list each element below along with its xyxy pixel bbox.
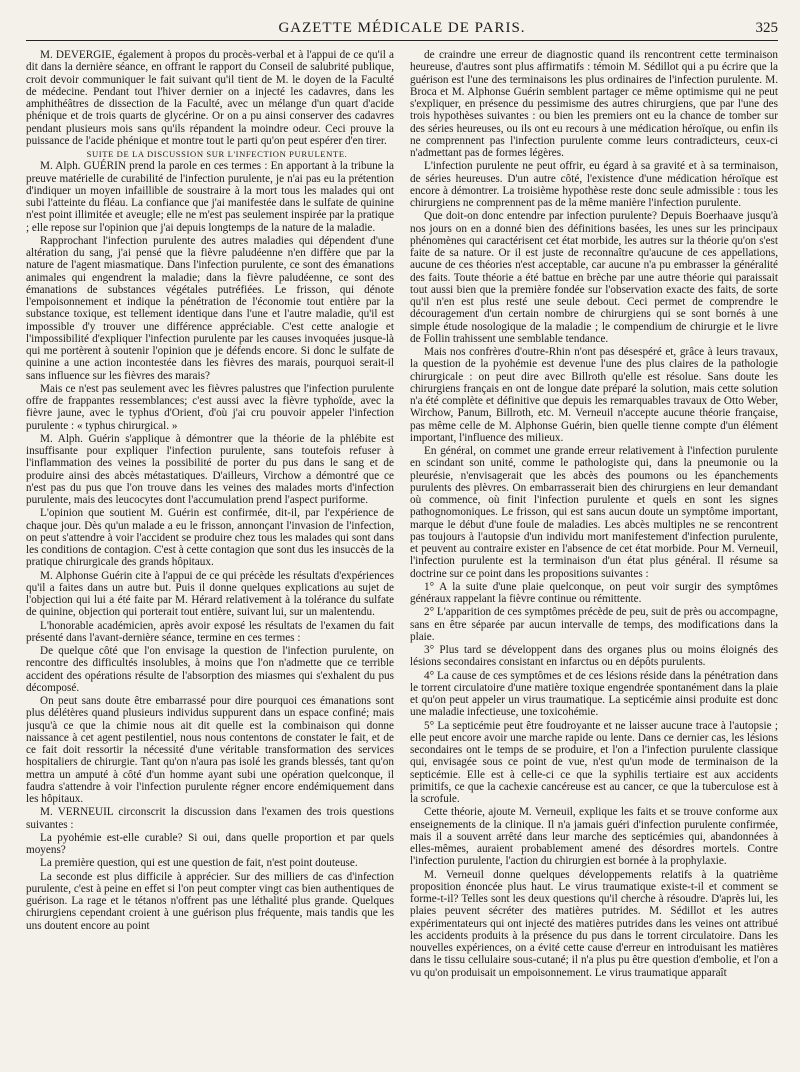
paragraph: De quelque côté que l'on envisage la question de l'infection purulente, on rencontre des difficultés insolubles, à moins que l'on n'admette que ce terrible accident des opérations résulte de l'absorption des miasmes qui s'exhalent du pus décomposé. xyxy=(26,645,394,694)
two-column-body xyxy=(26,49,778,979)
paragraph: Que doit-on donc entendre par infection purulente? Depuis Boerhaave jusqu'à nos jours on en a donné bien des définitions basées, les unes sur les principaux phénomènes qui caractérisent cet état morbide, les autres sur la théorie qu'on s'est faite de sa nature. Or il est juste de reconnaître qu'aucune de ces appellations, aucune de ces théories n'est acceptable, car aucune n'a pu embrasser la généralité des faits. Toute théorie a été battue en brèche par une autre théorie qui paraissait tout aussi bien que la première fondée sur l'observation exacte des faits, de sorte qu'il n'en est plus resté une seule debout. Ceci permet de comprendre le découragement d'un certain nombre de chirurgiens qui se sont bornés à une simple étude nosologique de la maladie ; le compendium de chirurgie et le livre de Follin trahissent une semblable tendance. xyxy=(410,210,778,345)
right-paragraphs xyxy=(410,49,778,979)
paragraph: M. Verneuil donne quelques développements relatifs à la quatrième proposition énoncée plus haut. Le virus traumatique existe-t-il et comment se forme-t-il? Telles sont les deux questions qu'il cherche à résoudre. D'après lui, les plaies peuvent sécréter des matières putrides. M. Sédillot et les autres expérimentateurs qui ont injecté des matières putrides dans les veines ont attribué les accidents produits à la présence du pus dans le torrent circulatoire. Dans les nouvelles expériences, on a évité cette cause d'erreur en introduisant les matières dans le tissu cellulaire sous-cutané; il n'a plus pu être question d'embolie, et l'on a vu qu'on produisait un empoisonnement. Le virus traumatique apparaît xyxy=(410,868,778,979)
paragraph: 5° La septicémie peut être foudroyante et ne laisser aucune trace à l'autopsie ; elle peut encore avoir une marche rapide ou lente. Dans ce dernier cas, les lésions secondaires ont le temps de se produire, et l'on a l'infection purulente classique qui, envisagée sous ce point de vue, n'est qu'un mode de terminaison de la septicémie. Elle est à celle-ci ce que la syphilis tertiaire est aux accidents primitifs, ce que la cachexie cancéreuse est au cancer, ce que la tuberculose est à la scrofule. xyxy=(410,719,778,805)
paragraph: La pyohémie est-elle curable? Si oui, dans quelle proportion et par quels moyens? xyxy=(26,831,394,856)
paragraph: M. Alph. Guérin s'applique à démontrer que la théorie de la phlébite est insuffisante pour expliquer l'infection purulente, sans toutefois refuser à l'inflammation des veines la possibilité de porter du pus dans le sang et de produire ainsi des abcès métastatiques. D'ailleurs, Virchow a démontré que ce n'est pas du pus que l'on trouve dans les veines des malades morts d'infection purulente, mais des leucocytes dont l'accumulation prend l'aspect puriforme. xyxy=(26,432,394,506)
paragraph: On peut sans doute être embarrassé pour dire pourquoi ces émanations sont plus délétères quand plusieurs individus suppurent dans un espace confiné; mais jusqu'à ce que la chimie nous ait dit quelle est la combinaison qui donne naissance à cet agent pestilentiel, nous nous contentons de constater le fait, et de ce fait doit ressortir la nécessité d'une véritable transformation des services hospitaliers de chirurgie. Tant qu'on n'aura pas isolé les grands blessés, tant qu'on mettra un amputé à côté d'un homme ayant subi une opération quelconque, il faudra s'attendre à voir l'infection purulente régner encore endémiquement dans les hôpitaux. xyxy=(26,695,394,805)
paragraph: M. VERNEUIL circonscrit la discussion dans l'examen des trois questions suivantes : xyxy=(26,806,394,831)
paragraph: La seconde est plus difficile à apprécier. Sur des milliers de cas d'infection purulente, c'est à peine en effet si l'on peut compter vingt cas bien authentiques de guérison. La rage et le tétanos n'offrent pas une léthalité plus grande. Quelques chirurgiens cependant croient à une guérison plus fréquente, mais tandis que les uns doutent encore au point xyxy=(26,870,394,932)
paragraph: Rapprochant l'infection purulente des autres maladies qui dépendent d'une altération du sang, j'ai pensé que la fièvre paludéenne n'en diffère que par la nature de l'agent miasmatique. Dans l'infection purulente, ce sont des émanations animales qui engendrent la maladie; dans la fièvre paludéenne, ce sont des émanations de substances végétales putréfiées. Le frisson, qui dénote l'empoisonnement et indique la pénétration de l'économie tout entière par la substance toxique, est tellement identique dans l'une et l'autre maladie, qu'il est impossible d'y trouver une différence appréciable. C'est cette analogie et l'impossibilité d'expliquer l'infection purulente par les causes invoquées jusque-là qui me portèrent à soutenir l'opinion que je défends encore. Si donc le sulfate de quinine a une action incontestée dans les fièvres des marais, pourquoi serait-il sans influence sur les fièvres des marais? xyxy=(26,234,394,382)
paragraph: La première question, qui est une question de fait, n'est point douteuse. xyxy=(40,857,358,870)
paragraph: L'honorable académicien, après avoir exposé les résultats de l'examen du fait présenté dans l'avant-dernière séance, termine en ces termes : xyxy=(26,619,394,644)
paragraph: Mais nos confrères d'outre-Rhin n'ont pas désespéré et, grâce à leurs travaux, la question de la pyohémie est devenue l'une des plus claires de la pathologie chirurgicale : on peut dire avec Billroth qu'elle est résolue. Sans doute les chirurgiens français en ont de longue date préparé la solution, mais cette solution n'a été complète et définitive que depuis les remarquables travaux de Otto Weber, Wirchow, Panum, Billroth, etc. M. Verneuil n'accepte aucune théorie française, pas même celle de M. Alphonse Guérin, bien quelle tienne compte d'un élément important, l'influence des milieux. xyxy=(410,346,778,444)
paragraph: 3° Plus tard se développent dans des organes plus ou moins éloignés des lésions secondaires consistant en infarctus ou en dépôts purulents. xyxy=(410,644,778,669)
paragraph: En général, on commet une grande erreur relativement à l'infection purulente en scindant son unité, comme le pathologiste qui, dans la pneumonie ou la pleurésie, n'envisagerait que les abcès des poumons ou les épanchements purulents des plèvres. On embarrasserait bien des chirurgiens en leur demandant où commence, où finit l'infection purulente et quels en sont les signes pathognomoniques. Le frisson, qui est sans aucun doute un symptôme important, marque le début d'une foule de maladies. Les abcès multiples ne se rencontrent pas toujours à l'autopsie d'un individu mort manifestement d'infection purulente, et peuvent au contraire exister en l'absence de cet état morbide. Pour M. Verneuil, l'infection purulente est la terminaison d'un état plus général. Il résume sa doctrine sur ce point dans les propositions suivantes : xyxy=(410,445,778,580)
paragraph: M. Alph. GUÉRIN prend la parole en ces termes : En apportant à la tribune la preuve matérielle de curabilité de l'infection purulente, je n'ai pas eu la prétention d'indiquer un moyen infaillible de soustraire à la mort tous les malades qui ont subi l'atteinte du fléau. La confiance que j'ai manifestée dans le sulfate de quinine n'est point illimitée et aveugle; elle ne m'est pas seulement inspirée par la pratique ; elle repose sur l'opinion que j'ai depuis longtemps de la nature de la maladie. xyxy=(26,160,394,234)
paragraph: L'opinion que soutient M. Guérin est confirmée, dit-il, par l'expérience de chaque jour. Dès qu'un malade a eu le frisson, annonçant l'invasion de l'infection, on peut s'attendre à voir l'accident se produire chez tous les malades qui sont dans les conditions de contagion. C'est à cette contagion que sont dus les insuccès de la pratique chirurgicale des grands hôpitaux. xyxy=(26,507,394,569)
paragraph: L'infection purulente ne peut offrir, eu égard à sa gravité et à sa terminaison, de séries heureuses. D'un autre côté, l'existence d'une médication héroïque est encore à démontrer. La troisième hypothèse reste donc seule admissible : tous les chirurgiens ne comprennent pas de la même manière l'infection purulente. xyxy=(410,160,778,209)
intro-paragraph: M. DEVERGIE, également à propos du procès-verbal et à l'appui de ce qu'il a dit dans la dernière séance, en offrant le rapport du Conseil de salubrité publique, croit devoir communiquer le fait suivant qu'il tient de M. le doyen de la Faculté de médecine. Pendant tout l'hiver dernier on a injecté les cadavres, dans les amphithéâtres de dissection de la Faculté, avec un mélange d'un quart d'acide phénique et de trois quarts de glycérine. Or on a pu ainsi conserver des cadavres pendant plusieurs mois sans qu'ils répandent la moindre odeur. Ceci prouve la puissance de l'acide phénique et montre tout le parti qu'on peut espérer d'en tirer. xyxy=(26,49,394,147)
paragraph: de craindre une erreur de diagnostic quand ils rencontrent cette terminaison heureuse, d'autres sont plus affirmatifs : témoin M. Sédillot qui a pu écrire que la guérison est l'une des terminaisons les plus ordinaires de l'infection purulente. M. Broca et M. Alphonse Guérin semblent partager ce même optimisme qui ne peut s'expliquer, en présence du pessimisme des autres chirurgiens, que par l'une des trois hypothèses suivantes : ou bien les premiers ont eu la chance de tomber sur des séries heureuses, ou ils ont eu recours à une médication héroïque, ou enfin ils ne comprennent pas l'infection purulente comme leurs contradicteurs, ceux-ci n'admettant pas de formes légères. xyxy=(410,49,778,159)
paragraph: Mais ce n'est pas seulement avec les fièvres palustres que l'infection purulente offre de frappantes ressemblances; c'est aussi avec la fièvre typhoïde, avec la fièvre jaune, avec le typhus d'Orient, d'où j'ai cru pouvoir appeler l'infection purulente : « typhus chirurgical. » xyxy=(26,382,394,432)
running-title: GAZETTE MÉDICALE DE PARIS. xyxy=(278,20,526,36)
right-column xyxy=(410,49,778,979)
left-column xyxy=(26,49,394,979)
section-heading: SUITE DE LA DISCUSSION SUR L'INFECTION PURULENTE. xyxy=(86,149,348,159)
paragraph: 2° L'apparition de ces symptômes précède de peu, suit de près ou accompagne, sans en être séparée par aucun intervalle de temps, des modifications dans la plaie. xyxy=(410,606,778,643)
paragraph: 1° A la suite d'une plaie quelconque, on peut voir surgir des symptômes généraux rappelant la fièvre continue ou rémittente. xyxy=(410,580,778,605)
paragraph: M. Alphonse Guérin cite à l'appui de ce qui précède les résultats d'expériences qu'il a faites dans un autre but. Puis il donne quelques explications au sujet de l'objection qui lui a été faite par M. Hérard relativement à la tolérance du sulfate de quinine, objection qui porterait tout entière, suivant lui, sur un malentendu. xyxy=(26,569,394,619)
paragraph: 4° La cause de ces symptômes et de ces lésions réside dans la pénétration dans le torrent circulatoire d'une matière toxique engendrée spontanément dans la plaie et qu'on peut appeler un virus traumatique. La septicémie ainsi produite est donc une maladie infectieuse, une toxicohémie. xyxy=(410,669,778,719)
paragraph: Cette théorie, ajoute M. Verneuil, explique les faits et se trouve conforme aux enseignements de la clinique. Il n'a jamais guéri d'infection purulente confirmée, mais il a souvent arrêté dans leur marche des septicémies qui, abandonnées à elles-mêmes, auraient probablement amené des désordres mortels. Contre l'infection purulente, l'action du chirurgien est bornée à la prophylaxie. xyxy=(410,806,778,868)
left-paragraphs xyxy=(26,160,394,932)
page-number: 325 xyxy=(755,20,778,36)
page-header xyxy=(26,10,778,41)
